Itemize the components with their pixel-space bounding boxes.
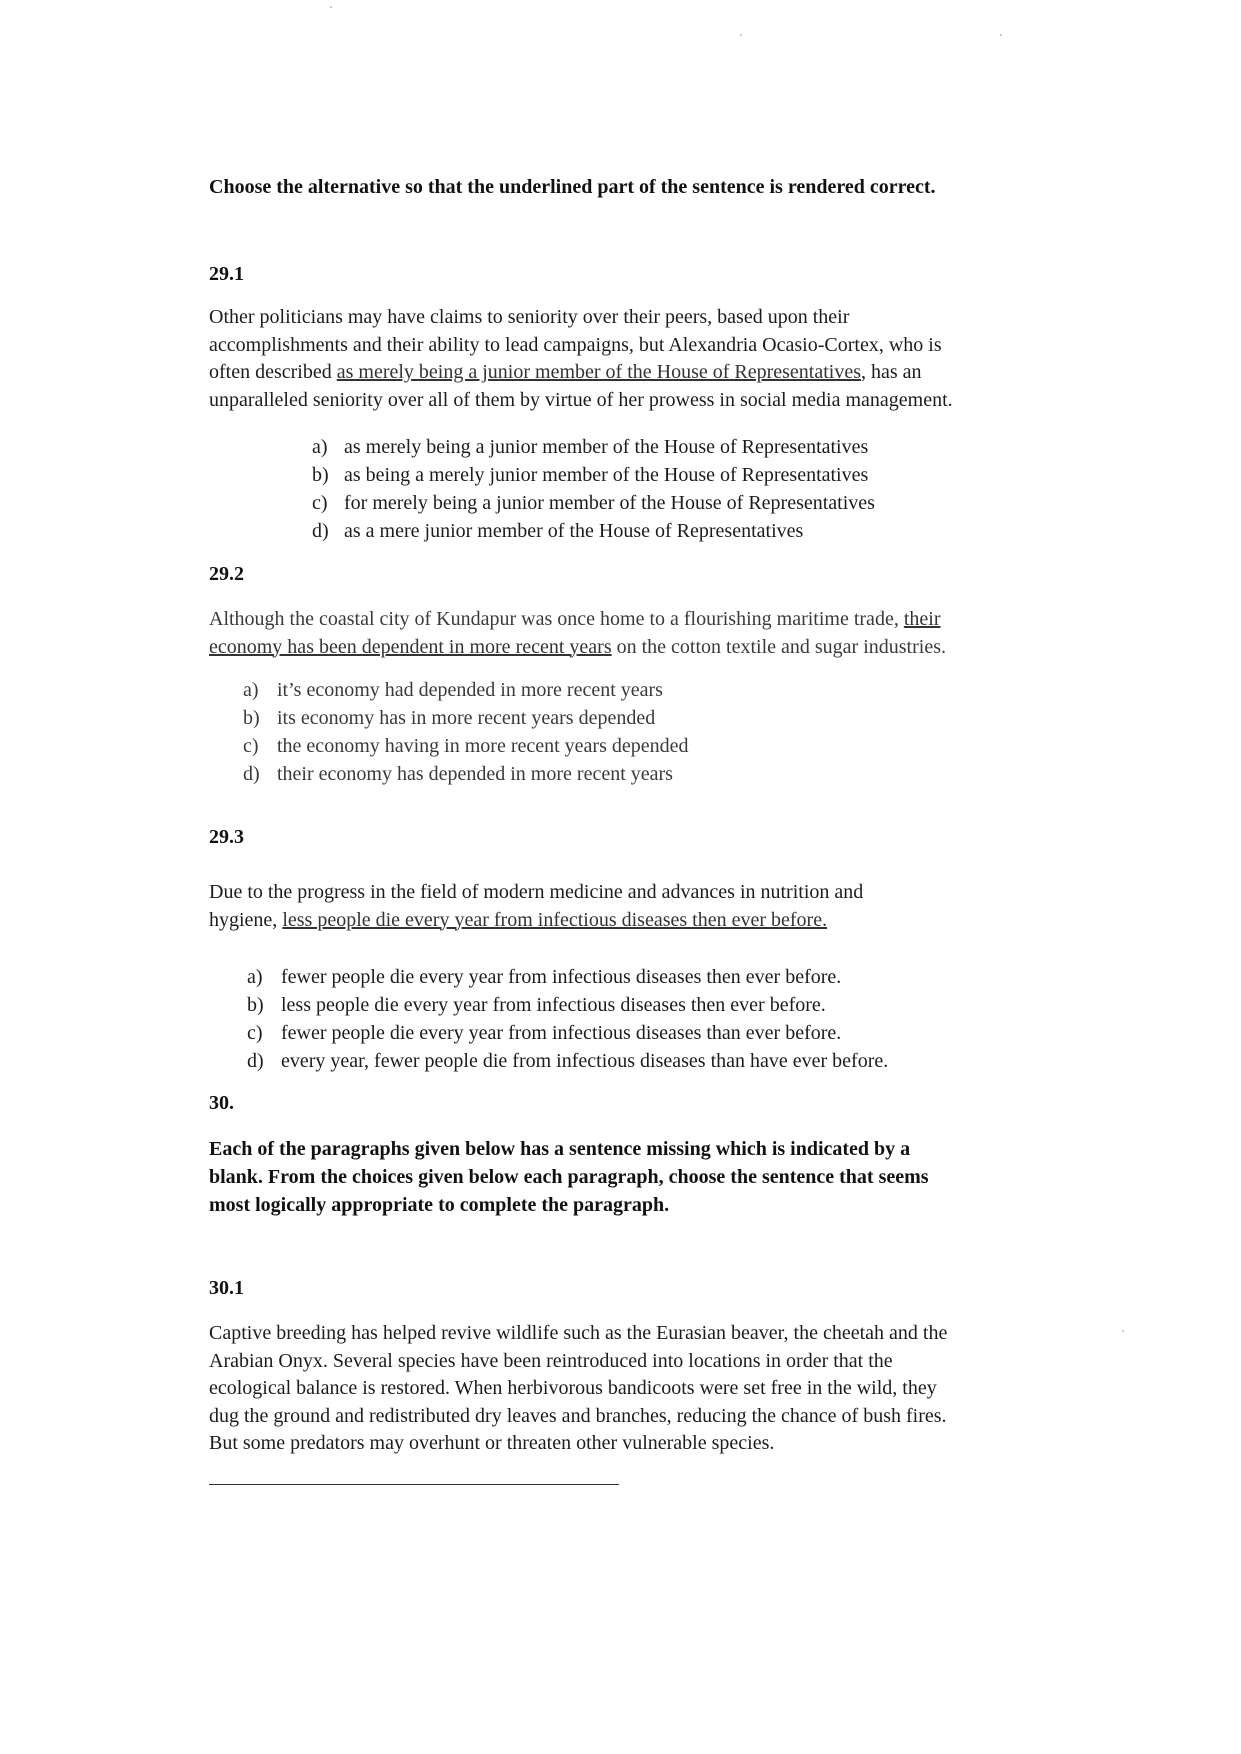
question-number-29-2: 29.2 <box>209 563 244 585</box>
question-30-1-passage <box>209 1320 1059 1458</box>
option-d[interactable]: d) their economy has depended in more recent years <box>243 763 673 785</box>
scan-speck <box>1000 34 1002 36</box>
scan-speck <box>330 6 332 8</box>
option-c[interactable]: c) fewer people die every year from infectious diseases than ever before. <box>247 1022 842 1044</box>
question-29-1-passage <box>209 304 1059 414</box>
passage-line: unparalleled seniority over all of them by virtue of her prowess in social media management. <box>209 388 953 411</box>
option-a[interactable]: a) it’s economy had depended in more recent years <box>243 679 663 701</box>
passage-line: Captive breeding has helped revive wildlife such as the Eurasian beaver, the cheetah and the <box>209 1322 948 1344</box>
question-number-29-1: 29.1 <box>209 263 244 285</box>
question-29-1-options <box>312 433 875 545</box>
underlined-phrase: economy has been dependent in more recent years <box>209 635 612 658</box>
passage-line: Arabian Onyx. Several species have been reintroduced into locations in order that the <box>209 1349 893 1372</box>
option-c[interactable]: c) the economy having in more recent years depended <box>243 735 689 757</box>
option-b[interactable]: b) its economy has in more recent years depended <box>243 707 656 729</box>
passage-line: economy has been dependent in more recent years on the cotton textile and sugar industries. <box>209 635 946 658</box>
passage-line: Other politicians may have claims to seniority over their peers, based upon their <box>209 306 850 328</box>
passage-line: dug the ground and redistributed dry leaves and branches, reducing the chance of bush fires. <box>209 1404 947 1427</box>
question-number-30: 30. <box>209 1092 234 1114</box>
scan-speck <box>1122 1330 1124 1332</box>
underlined-phrase: as merely being a junior member of the House of Representatives <box>336 361 862 383</box>
option-a[interactable]: a) fewer people die every year from infectious diseases then ever before. <box>247 966 842 988</box>
scan-speck <box>740 34 742 36</box>
option-b[interactable]: b) as being a merely junior member of the House of Representatives <box>312 464 869 486</box>
passage-line: hygiene, less people die every year from infectious diseases then ever before. <box>209 908 828 931</box>
passage-line: Although the coastal city of Kundapur was once home to a flourishing maritime trade, their <box>209 608 941 630</box>
question-29-2-options <box>243 676 689 788</box>
question-29-3-options <box>247 963 888 1075</box>
passage-line: accomplishments and their ability to lead campaigns, but Alexandria Ocasio-Cortex, who is <box>209 333 942 356</box>
section-instruction: Choose the alternative so that the underlined part of the sentence is rendered correct. <box>209 176 936 198</box>
underlined-phrase: their <box>903 608 941 630</box>
answer-blank-line <box>209 1484 619 1485</box>
passage-line: But some predators may overhunt or threaten other vulnerable species. <box>209 1432 775 1454</box>
question-29-2-passage <box>209 606 1059 661</box>
question-number-30-1: 30.1 <box>209 1277 244 1299</box>
question-30-instruction: Each of the paragraphs given below has a sentence missing which is indicated by a blank. From the choices given below each paragraph, choose the sentence that seems most logically appropriate to complete the paragraph. <box>209 1138 929 1216</box>
underlined-phrase: less people die every year from infectious diseases then ever before. <box>282 908 828 931</box>
passage-line: ecological balance is restored. When herbivorous bandicoots were set free in the wild, they <box>209 1377 937 1399</box>
option-d[interactable]: d) as a mere junior member of the House of Representatives <box>312 520 804 542</box>
option-b[interactable]: b) less people die every year from infectious diseases then ever before. <box>247 994 826 1016</box>
question-number-29-3: 29.3 <box>209 826 244 848</box>
option-c[interactable]: c) for merely being a junior member of the House of Representatives <box>312 492 875 514</box>
option-d[interactable]: d) every year, fewer people die from infectious diseases than have ever before. <box>247 1050 889 1072</box>
passage-line: Due to the progress in the field of modern medicine and advances in nutrition and <box>209 881 864 903</box>
passage-line: often described as merely being a junior member of the House of Representatives, has an <box>209 361 922 383</box>
option-a[interactable]: a) as merely being a junior member of the House of Representatives <box>312 436 869 458</box>
question-29-3-passage <box>209 879 1059 934</box>
